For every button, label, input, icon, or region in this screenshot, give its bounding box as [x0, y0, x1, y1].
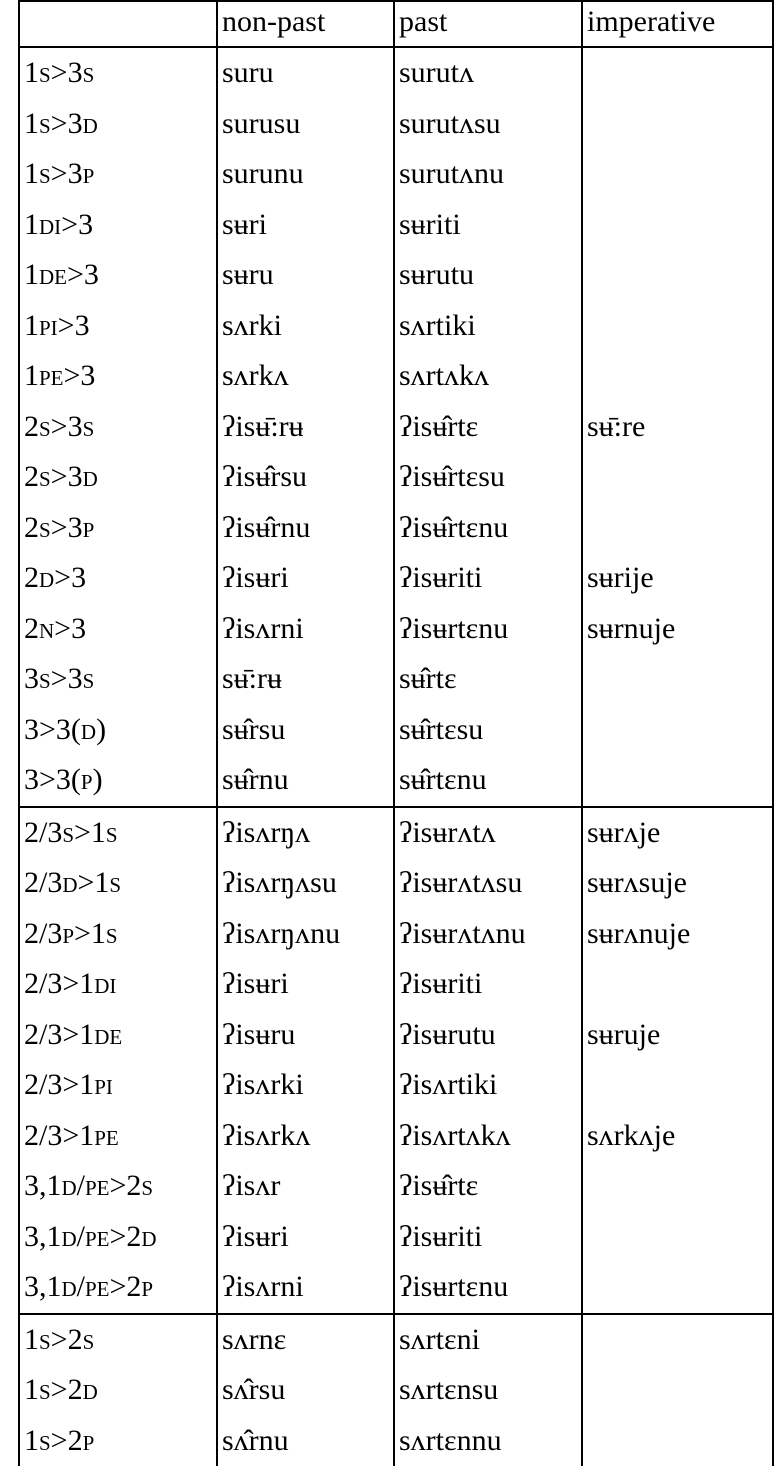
person-cell: 3,1d/pe>2p	[19, 1262, 217, 1314]
table-row	[19, 1010, 773, 1061]
person-cell: 1s>3p	[19, 149, 217, 200]
table-row	[19, 503, 773, 554]
imperative-cell: sʌrkʌje	[582, 1111, 773, 1162]
table-row	[19, 1161, 773, 1212]
imperative-cell: sʉrʌje	[582, 807, 773, 859]
nonpast-cell: ʔisʉ̂rsu	[217, 452, 394, 503]
person-cell: 2n>3	[19, 604, 217, 655]
person-cell: 2d>3	[19, 553, 217, 604]
past-cell: ʔisʉrʌtʌ	[394, 807, 582, 859]
nonpast-cell: surusu	[217, 99, 394, 150]
imperative-cell: sʉrʌnuje	[582, 909, 773, 960]
imperative-cell	[582, 1212, 773, 1263]
imperative-cell	[582, 99, 773, 150]
imperative-cell	[582, 503, 773, 554]
nonpast-cell: ʔisʌrŋʌsu	[217, 858, 394, 909]
nonpast-cell: ʔisʌrkʌ	[217, 1111, 394, 1162]
past-cell: ʔisʉrtɛnu	[394, 1262, 582, 1314]
imperative-cell	[582, 250, 773, 301]
nonpast-cell: ʔisʌrni	[217, 604, 394, 655]
person-cell: 2s>3d	[19, 452, 217, 503]
past-cell: surutʌsu	[394, 99, 582, 150]
header-nonpast: non-past	[217, 1, 394, 47]
paradigm-table	[18, 0, 774, 1466]
person-cell: 1de>3	[19, 250, 217, 301]
table-row	[19, 250, 773, 301]
imperative-cell	[582, 47, 773, 99]
past-cell: sʉ̂rtɛnu	[394, 755, 582, 807]
imperative-cell: sʉrije	[582, 553, 773, 604]
past-cell: sʉriti	[394, 200, 582, 251]
past-cell: sʉ̂rtɛ	[394, 654, 582, 705]
person-cell: 2/3>1pi	[19, 1060, 217, 1111]
table-row	[19, 1060, 773, 1111]
table-row	[19, 149, 773, 200]
imperative-cell	[582, 705, 773, 756]
imperative-cell	[582, 452, 773, 503]
nonpast-cell: ʔisʉru	[217, 1010, 394, 1061]
nonpast-cell: sʌrkʌ	[217, 351, 394, 402]
past-cell: ʔisʉriti	[394, 1212, 582, 1263]
person-cell: 2/3>1pe	[19, 1111, 217, 1162]
person-cell: 2s>3s	[19, 402, 217, 453]
table-row	[19, 553, 773, 604]
past-cell: ʔisʉ̂rtɛ	[394, 402, 582, 453]
past-cell: sʌrtɛni	[394, 1314, 582, 1366]
past-cell: sʌrtʌkʌ	[394, 351, 582, 402]
person-cell: 3>3(p)	[19, 755, 217, 807]
person-cell: 2s>3p	[19, 503, 217, 554]
imperative-cell	[582, 1365, 773, 1416]
table-row	[19, 654, 773, 705]
header-person	[19, 1, 217, 47]
person-cell: 1di>3	[19, 200, 217, 251]
past-cell: ʔisʉrutu	[394, 1010, 582, 1061]
imperative-cell: sʉrʌsuje	[582, 858, 773, 909]
past-cell: sʌrtɛnnu	[394, 1416, 582, 1466]
table-row	[19, 200, 773, 251]
nonpast-cell: sʉru	[217, 250, 394, 301]
table-row	[19, 755, 773, 807]
nonpast-cell: sʌrki	[217, 301, 394, 352]
person-cell: 1s>3d	[19, 99, 217, 150]
nonpast-cell: sʌ̂rnu	[217, 1416, 394, 1466]
table-row	[19, 1416, 773, 1466]
nonpast-cell: sʉ̄:rʉ	[217, 654, 394, 705]
nonpast-cell: ʔisʌrni	[217, 1262, 394, 1314]
table-row	[19, 705, 773, 756]
imperative-cell	[582, 301, 773, 352]
nonpast-cell: sʉri	[217, 200, 394, 251]
past-cell: ʔisʌrtiki	[394, 1060, 582, 1111]
person-cell: 2/3s>1s	[19, 807, 217, 859]
table-row	[19, 1111, 773, 1162]
person-cell: 1pe>3	[19, 351, 217, 402]
person-cell: 3,1d/pe>2d	[19, 1212, 217, 1263]
past-cell: ʔisʉriti	[394, 959, 582, 1010]
person-cell: 3s>3s	[19, 654, 217, 705]
person-cell: 1s>2p	[19, 1416, 217, 1466]
person-cell: 2/3>1di	[19, 959, 217, 1010]
imperative-cell	[582, 1161, 773, 1212]
table-row	[19, 604, 773, 655]
past-cell: sʉ̂rtɛsu	[394, 705, 582, 756]
past-cell: ʔisʉ̂rtɛsu	[394, 452, 582, 503]
header-row	[19, 1, 773, 47]
imperative-cell: sʉruje	[582, 1010, 773, 1061]
nonpast-cell: ʔisʉ̂rnu	[217, 503, 394, 554]
past-cell: ʔisʉrʌtʌsu	[394, 858, 582, 909]
table-row	[19, 99, 773, 150]
past-cell: sʌrtiki	[394, 301, 582, 352]
nonpast-cell: sʌrnɛ	[217, 1314, 394, 1366]
nonpast-cell: ʔisʉri	[217, 553, 394, 604]
table-row	[19, 1212, 773, 1263]
table-header	[19, 1, 773, 47]
person-cell: 2/3>1de	[19, 1010, 217, 1061]
person-cell: 1s>2d	[19, 1365, 217, 1416]
person-cell: 2/3d>1s	[19, 858, 217, 909]
imperative-cell	[582, 1262, 773, 1314]
person-cell: 1s>2s	[19, 1314, 217, 1366]
past-cell: sʉrutu	[394, 250, 582, 301]
imperative-cell	[582, 149, 773, 200]
past-cell: surutʌ	[394, 47, 582, 99]
nonpast-cell: ʔisʉri	[217, 1212, 394, 1263]
person-cell: 3,1d/pe>2s	[19, 1161, 217, 1212]
nonpast-cell: ʔisʉri	[217, 959, 394, 1010]
table-row	[19, 1262, 773, 1314]
nonpast-cell: surunu	[217, 149, 394, 200]
table-body	[19, 47, 773, 1466]
past-cell: ʔisʉriti	[394, 553, 582, 604]
header-imperative: imperative	[582, 1, 773, 47]
nonpast-cell: ʔisʌr	[217, 1161, 394, 1212]
table-row	[19, 1314, 773, 1366]
person-cell: 1s>3s	[19, 47, 217, 99]
table-row	[19, 47, 773, 99]
table-row	[19, 452, 773, 503]
imperative-cell: sʉ̄:re	[582, 402, 773, 453]
imperative-cell	[582, 351, 773, 402]
past-cell: ʔisʉrtɛnu	[394, 604, 582, 655]
past-cell: surutʌnu	[394, 149, 582, 200]
table-row	[19, 959, 773, 1010]
header-past: past	[394, 1, 582, 47]
nonpast-cell: sʉ̂rnu	[217, 755, 394, 807]
table-row	[19, 909, 773, 960]
past-cell: sʌrtɛnsu	[394, 1365, 582, 1416]
imperative-cell	[582, 654, 773, 705]
past-cell: ʔisʉ̂rtɛnu	[394, 503, 582, 554]
table-row	[19, 402, 773, 453]
table-row	[19, 301, 773, 352]
past-cell: ʔisʉ̂rtɛ	[394, 1161, 582, 1212]
person-cell: 1pi>3	[19, 301, 217, 352]
past-cell: ʔisʉrʌtʌnu	[394, 909, 582, 960]
person-cell: 2/3p>1s	[19, 909, 217, 960]
imperative-cell	[582, 755, 773, 807]
person-cell: 3>3(d)	[19, 705, 217, 756]
imperative-cell: sʉrnuje	[582, 604, 773, 655]
imperative-cell	[582, 1416, 773, 1466]
nonpast-cell: sʉ̂rsu	[217, 705, 394, 756]
table-row	[19, 351, 773, 402]
imperative-cell	[582, 1314, 773, 1366]
nonpast-cell: sʌ̂rsu	[217, 1365, 394, 1416]
imperative-cell	[582, 200, 773, 251]
imperative-cell	[582, 1060, 773, 1111]
nonpast-cell: ʔisʉ̄:rʉ	[217, 402, 394, 453]
imperative-cell	[582, 959, 773, 1010]
past-cell: ʔisʌrtʌkʌ	[394, 1111, 582, 1162]
table-row	[19, 1365, 773, 1416]
nonpast-cell: ʔisʌrki	[217, 1060, 394, 1111]
table-row	[19, 807, 773, 859]
nonpast-cell: ʔisʌrŋʌ	[217, 807, 394, 859]
table-row	[19, 858, 773, 909]
nonpast-cell: suru	[217, 47, 394, 99]
nonpast-cell: ʔisʌrŋʌnu	[217, 909, 394, 960]
